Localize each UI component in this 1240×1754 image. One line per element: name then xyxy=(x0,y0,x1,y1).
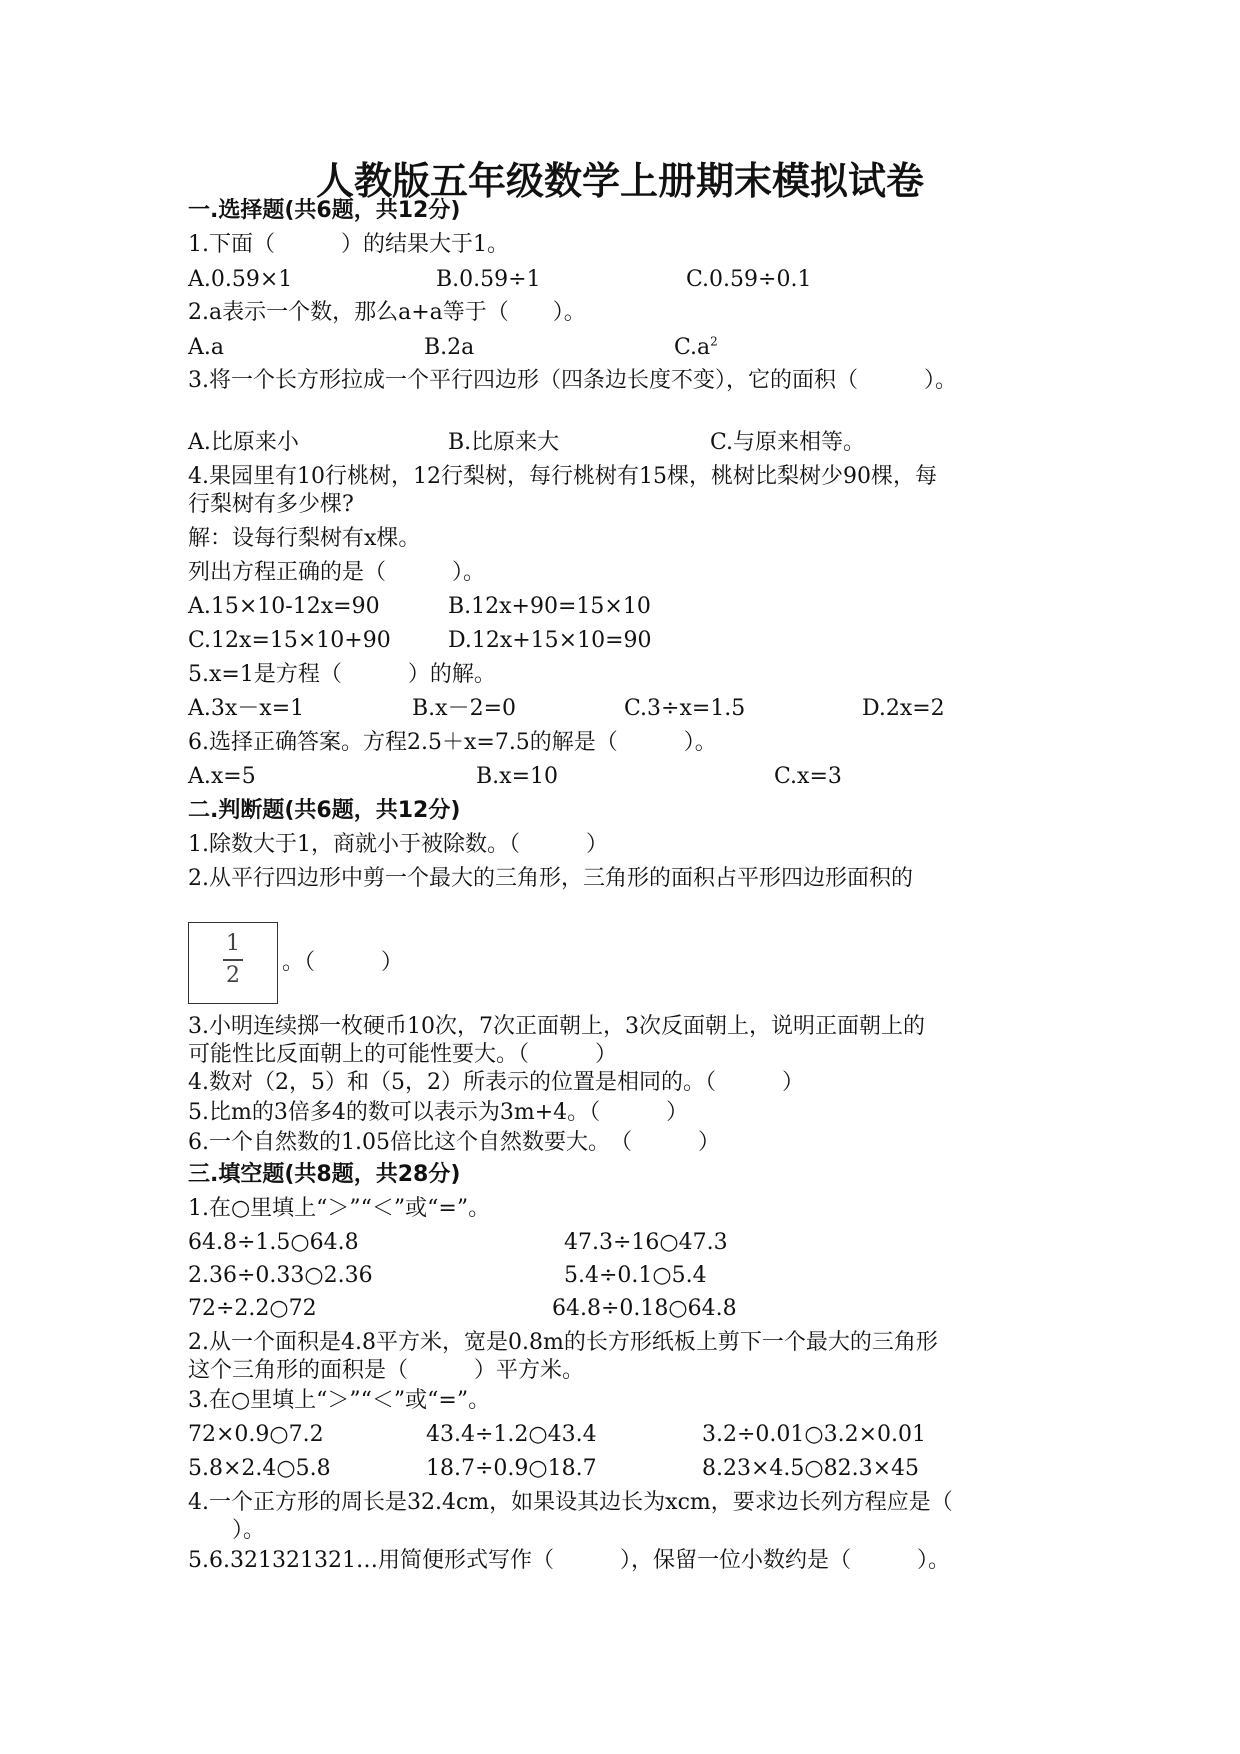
question-2-option-c-base: C.a xyxy=(674,335,711,360)
fill-1-item: 64.8÷1.5○64.8 xyxy=(188,1230,359,1255)
fill-1-item: 2.36÷0.33○2.36 xyxy=(188,1263,373,1288)
judgement-1: 1.除数大于1，商就小于被除数。（ ） xyxy=(188,832,608,857)
judgement-4: 4.数对（2，5）和（5，2）所表示的位置是相同的。（ ） xyxy=(188,1070,804,1095)
question-3-option-c: C.与原来相等。 xyxy=(710,430,866,455)
question-4-option-a: A.15×10-12x=90 xyxy=(188,594,380,619)
question-2-option-c xyxy=(674,333,718,363)
question-4-solution-setup: 解：设每行梨树有x棵。 xyxy=(188,526,421,551)
question-5-option-c: C.3÷x=1.5 xyxy=(624,696,746,721)
fill-3-item: 18.7÷0.9○18.7 xyxy=(426,1456,597,1481)
fill-4-line-2: ）。 xyxy=(188,1518,266,1543)
question-5-option-d: D.2x=2 xyxy=(862,696,945,721)
fraction-numerator: 1 xyxy=(226,931,240,956)
fill-1-item: 64.8÷0.18○64.8 xyxy=(552,1296,737,1321)
fill-3-item: 43.4÷1.2○43.4 xyxy=(426,1422,597,1447)
page-title: 人教版五年级数学上册期末模拟试卷 xyxy=(315,159,924,203)
judgement-3-line-1: 3.小明连续掷一枚硬币10次，7次正面朝上，3次反面朝上，说明正面朝上的 xyxy=(188,1014,925,1039)
fill-1-item: 72÷2.2○72 xyxy=(188,1296,317,1321)
question-3-option-a: A.比原来小 xyxy=(188,430,299,455)
section-heading-judgement: 二.判断题(共6题，共12分) xyxy=(188,798,461,823)
question-4-option-d: D.12x+15×10=90 xyxy=(448,628,652,653)
section-heading-choice: 一.选择题(共6题，共12分) xyxy=(188,198,461,223)
fill-2-line-2: 这个三角形的面积是（ ）平方米。 xyxy=(188,1358,585,1383)
judgement-6: 6.一个自然数的1.05倍比这个自然数要大。 （ ） xyxy=(188,1130,720,1155)
fill-1-stem: 1.在○里填上“＞”“＜”或“=”。 xyxy=(188,1196,491,1221)
question-2-stem: 2.a表示一个数，那么a+a等于（ ）。 xyxy=(188,300,586,325)
question-5-stem: 5.x=1是方程（ ）的解。 xyxy=(188,662,496,687)
question-6-option-b: B.x=10 xyxy=(476,764,558,789)
fill-3-item: 8.23×4.5○82.3×45 xyxy=(702,1456,920,1481)
fill-4-line-1: 4.一个正方形的周长是32.4cm，如果设其边长为xcm，要求边长列方程应是（ xyxy=(188,1490,953,1515)
fill-3-item: 3.2÷0.01○3.2×0.01 xyxy=(702,1422,927,1447)
fill-3-item: 72×0.9○7.2 xyxy=(188,1422,324,1447)
question-4-stem-line-2: 行梨树有多少棵? xyxy=(188,492,354,517)
fill-2-line-1: 2.从一个面积是4.8平方米，宽是0.8m的长方形纸板上剪下一个最大的三角形 xyxy=(188,1330,938,1355)
judgement-2-stem: 2.从平行四边形中剪一个最大的三角形，三角形的面积占平形四边形面积的 xyxy=(188,866,913,891)
question-6-stem: 6.选择正确答案。方程2.5＋x=7.5的解是（ ）。 xyxy=(188,730,717,755)
section-heading-fill-in: 三.填空题(共8题，共28分) xyxy=(188,1162,461,1187)
question-2-option-a: A.a xyxy=(188,335,224,360)
fraction-denominator: 2 xyxy=(226,963,240,988)
question-4-prompt: 列出方程正确的是（ ）。 xyxy=(188,560,486,585)
question-4-option-c: C.12x=15×10+90 xyxy=(188,628,391,653)
question-1-option-a: A.0.59×1 xyxy=(188,267,293,292)
fraction-image-box xyxy=(188,922,278,1004)
question-4-option-b: B.12x+90=15×10 xyxy=(448,594,651,619)
fraction-bar xyxy=(223,959,243,961)
fill-5: 5.6.321321321…用简便形式写作（ ），保留一位小数约是（ ）。 xyxy=(188,1548,950,1573)
question-2-option-b: B.2a xyxy=(424,335,475,360)
fill-3-stem: 3.在○里填上“＞”“＜”或“=”。 xyxy=(188,1388,491,1413)
question-3-option-b: B.比原来大 xyxy=(448,430,560,455)
fill-3-item: 5.8×2.4○5.8 xyxy=(188,1456,331,1481)
question-5-option-a: A.3x－x=1 xyxy=(188,696,305,721)
fill-1-item: 47.3÷16○47.3 xyxy=(564,1230,728,1255)
question-3-stem: 3.将一个长方形拉成一个平行四边形（四条边长度不变），它的面积（ ）。 xyxy=(188,368,957,393)
judgement-3-line-2: 可能性比反面朝上的可能性要大。（ ） xyxy=(188,1042,618,1067)
question-4-stem-line-1: 4.果园里有10行桃树，12行梨树，每行桃树有15棵，桃树比梨树少90棵，每 xyxy=(188,464,937,489)
question-5-option-b: B.x－2=0 xyxy=(412,696,516,721)
question-1-option-c: C.0.59÷0.1 xyxy=(686,267,812,292)
question-6-option-c: C.x=3 xyxy=(774,764,842,789)
question-1-stem: 1.下面（ ）的结果大于1。 xyxy=(188,232,509,257)
judgement-2-tail: 。（ ） xyxy=(282,950,404,975)
question-1-option-b: B.0.59÷1 xyxy=(436,267,541,292)
question-2-option-c-exponent: 2 xyxy=(710,334,718,349)
judgement-5: 5.比m的3倍多4的数可以表示为3m+4。（ ） xyxy=(188,1100,689,1125)
question-6-option-a: A.x=5 xyxy=(188,764,256,789)
fill-1-item: 5.4÷0.1○5.4 xyxy=(564,1263,707,1288)
fraction-one-half xyxy=(189,931,277,989)
